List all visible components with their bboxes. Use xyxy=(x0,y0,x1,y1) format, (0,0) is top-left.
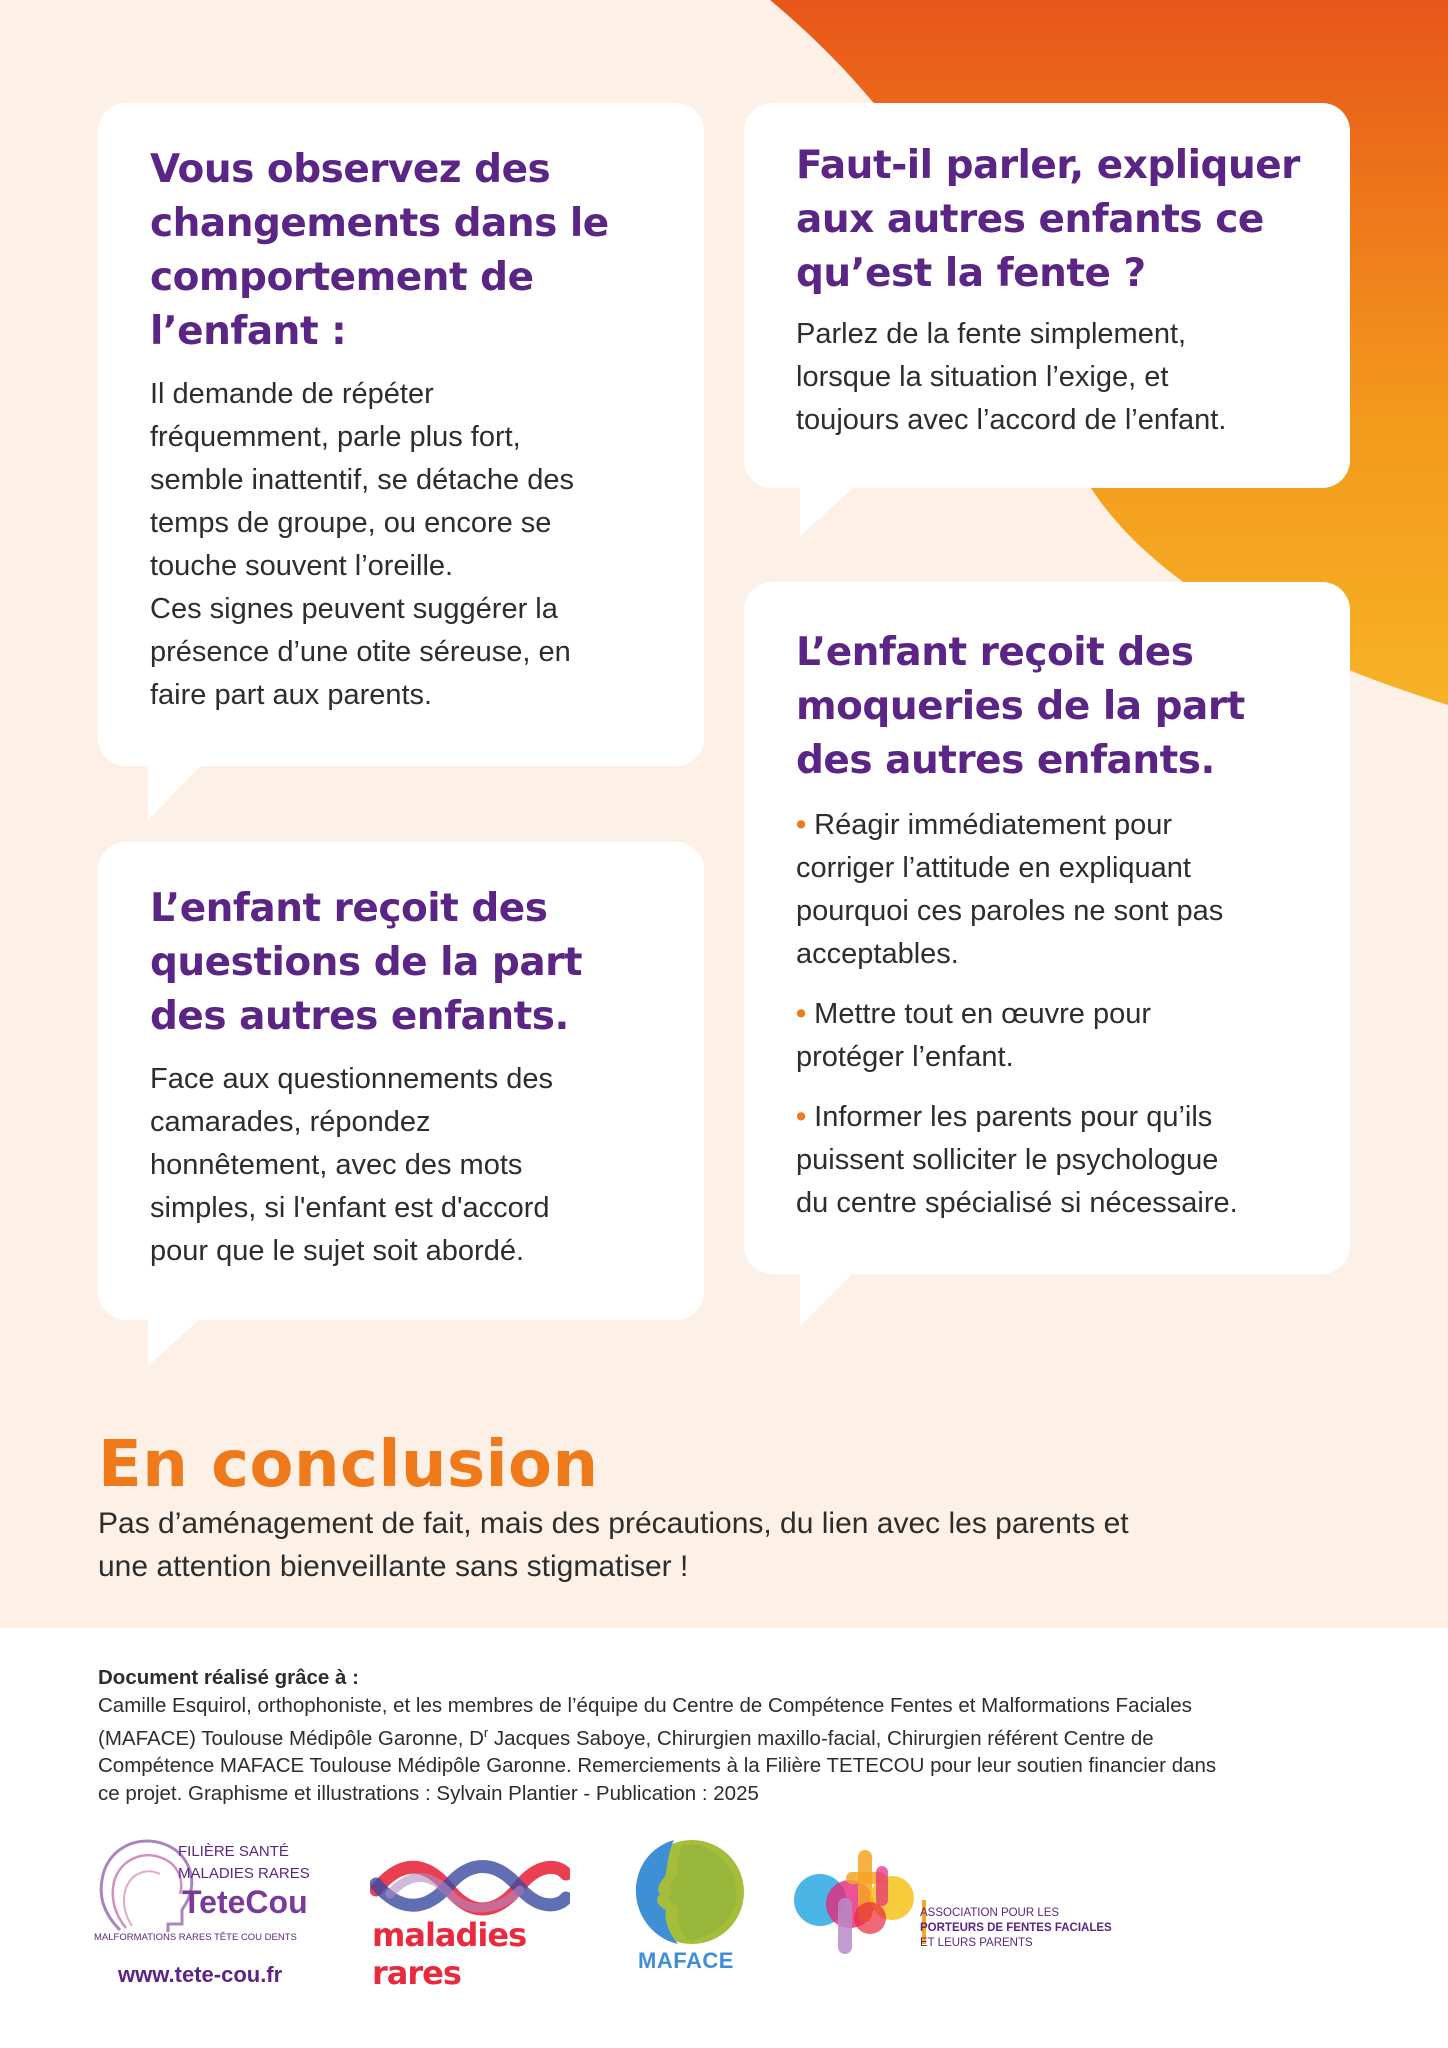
card-title: Vous observez des changements dans le comportement de l’enfant : xyxy=(150,147,609,354)
speech-tail xyxy=(792,480,872,542)
tetecou-tagline: MALFORMATIONS RARES TÊTE COU DENTS xyxy=(94,1932,297,1943)
card-mockery xyxy=(744,582,1350,1274)
credits-title: Document réalisé grâce à : xyxy=(98,1666,359,1689)
maladies-rares-logo xyxy=(370,1860,570,1992)
card-body: Face aux questionnements des camarades, répondez honnêtement, avec des mots simples, si l'enfant est d'accord pour que le sujet soit abordé. xyxy=(150,1063,554,1267)
apffp-line2: PORTEURS DE FENTES FACIALES xyxy=(920,1922,1112,1934)
speech-tail xyxy=(140,756,220,826)
credits xyxy=(98,1664,1358,1807)
tetecou-name: TeteCou xyxy=(182,1884,308,1920)
maface-name: MAFACE xyxy=(638,1948,734,1973)
maface-logo xyxy=(624,1836,754,1976)
credits-line: ce projet. Graphisme et illustrations : Sylvain Plantier - Publication : 2025 xyxy=(98,1781,759,1805)
tetecou-line1: FILIÈRE SANTÉ xyxy=(178,1843,289,1860)
list-item: • Informer les parents pour qu’ils puissent solliciter le psychologue du centre spécialisé si nécessaire. xyxy=(796,1101,1238,1219)
card-title: Faut-il parler, expliquer aux autres enfants ce qu’est la fente ? xyxy=(796,143,1300,296)
apffp-line1: ASSOCIATION POUR LES xyxy=(920,1907,1060,1919)
conclusion-title: En conclusion xyxy=(98,1428,599,1502)
tetecou-line2: MALADIES RARES xyxy=(178,1865,310,1882)
face-profile-icon xyxy=(624,1836,754,1948)
card-body: Il demande de répéter fréquemment, parle plus fort, semble inattentif, se détache des temps de groupe, ou encore se touche souvent l’oreille. Ces signes peuvent suggérer la présence d’une otite séreuse, en faire part aux parents. xyxy=(150,378,574,711)
speech-tail xyxy=(792,1264,872,1332)
card-behavior-changes xyxy=(98,103,704,766)
card-title: L’enfant reçoit des moqueries de la part des autres enfants. xyxy=(796,630,1245,783)
credits-line: Compétence MAFACE Toulouse Médipôle Garonne. Remerciements à la Filière TETECOU pour leur soutien financier dans xyxy=(98,1754,1217,1778)
card-bullet-list xyxy=(796,804,1320,1225)
card-title: L’enfant reçoit des questions de la part des autres enfants. xyxy=(150,886,583,1039)
list-item: • Mettre tout en œuvre pour protéger l’enfant. xyxy=(796,998,1152,1073)
card-questions xyxy=(98,842,704,1320)
credits-line: Camille Esquirol, orthophoniste, et les membres de l’équipe du Centre de Compétence Fentes et Malformations Faciales xyxy=(98,1693,1192,1717)
tetecou-logo xyxy=(86,1828,326,1958)
waves-icon xyxy=(370,1860,570,1916)
apffp-logo xyxy=(792,1838,1172,1958)
website-link[interactable]: www.tete-cou.fr xyxy=(118,1962,283,1987)
list-item: • Réagir immédiatement pour corriger l’attitude en expliquant pourquoi ces paroles ne sont pas acceptables. xyxy=(796,809,1224,970)
apffp-letters-icon xyxy=(792,1838,922,1958)
maladies-rares-name: maladies rares xyxy=(372,1916,527,1992)
credits-line: (MAFACE) Toulouse Médipôle Garonne, $D^r$ Jacques Saboye, Chirurgien maxillo-facial, Chirurgien référent Centre de xyxy=(98,1725,1154,1750)
apffp-line3: ET LEURS PARENTS xyxy=(920,1937,1033,1949)
card-explain-cleft xyxy=(744,103,1350,488)
conclusion-text: Pas d’aménagement de fait, mais des précautions, du lien avec les parents et une attention bienveillante sans stigmatiser ! xyxy=(98,1507,1129,1583)
card-body: Parlez de la fente simplement, lorsque la situation l’exige, et toujours avec l’accord de l’enfant. xyxy=(796,318,1227,436)
